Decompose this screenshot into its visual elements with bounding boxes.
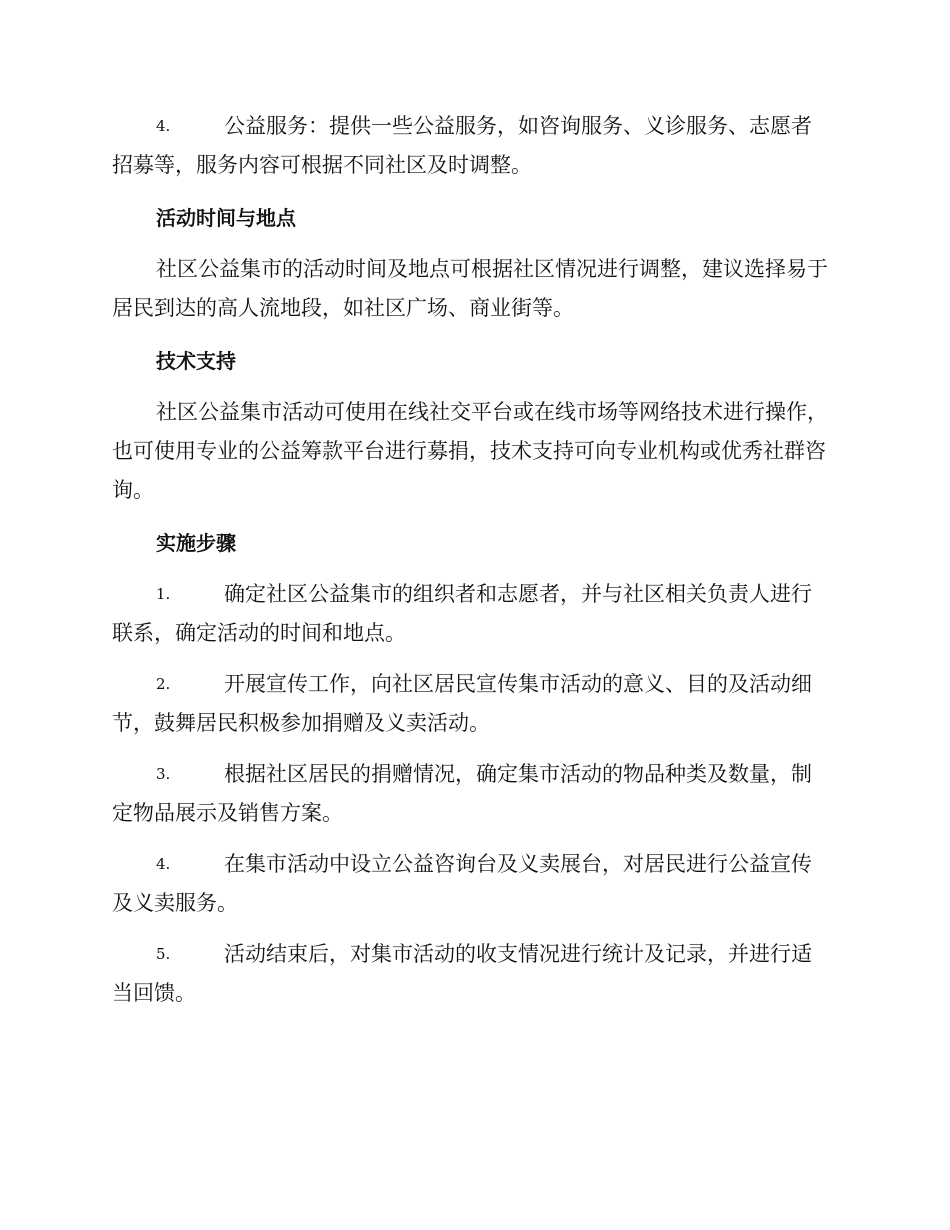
list-item xyxy=(112,665,832,743)
list-number: 2. xyxy=(156,675,171,693)
paragraph-tech: 社区公益集市活动可使用在线社交平台或在线市场等网络技术进行操作，也可使用专业的公益筹款平台进行募捐，技术支持可向专业机构或优秀社群咨询。 xyxy=(112,400,828,502)
list-text: 确定社区公益集市的组织者和志愿者，并与社区相关负责人进行联系，确定活动的时间和地点。 xyxy=(112,582,812,645)
section-heading-steps: 实施步骤 xyxy=(156,531,236,555)
list-text: 在集市活动中设立公益咨询台及义卖展台，对居民进行公益宣传及义卖服务。 xyxy=(112,852,812,915)
list-text: 活动结束后，对集市活动的收支情况进行统计及记录，并进行适当回馈。 xyxy=(112,942,812,1005)
list-number: 3. xyxy=(156,765,171,783)
section-heading-time-place: 活动时间与地点 xyxy=(156,206,296,230)
list-text: 公益服务：提供一些公益服务，如咨询服务、义诊服务、志愿者招募等，服务内容可根据不同社区及时调整。 xyxy=(112,114,812,177)
list-number: 4. xyxy=(156,117,171,135)
list-text: 根据社区居民的捐赠情况，确定集市活动的物品种类及数量，制定物品展示及销售方案。 xyxy=(112,762,812,825)
list-number: 4. xyxy=(156,855,171,873)
document-page xyxy=(112,107,832,1013)
list-number: 5. xyxy=(156,945,171,963)
list-item xyxy=(112,575,832,653)
section-heading-tech: 技术支持 xyxy=(156,349,236,373)
list-number: 1. xyxy=(156,585,171,603)
paragraph-time-place: 社区公益集市的活动时间及地点可根据社区情况进行调整，建议选择易于居民到达的高人流地段，如社区广场、商业街等。 xyxy=(112,257,828,320)
list-text: 开展宣传工作，向社区居民宣传集市活动的意义、目的及活动细节，鼓舞居民积极参加捐赠及义卖活动。 xyxy=(112,672,812,735)
list-item xyxy=(112,845,832,923)
list-item xyxy=(112,107,832,185)
list-item xyxy=(112,935,832,1013)
list-item xyxy=(112,755,832,833)
